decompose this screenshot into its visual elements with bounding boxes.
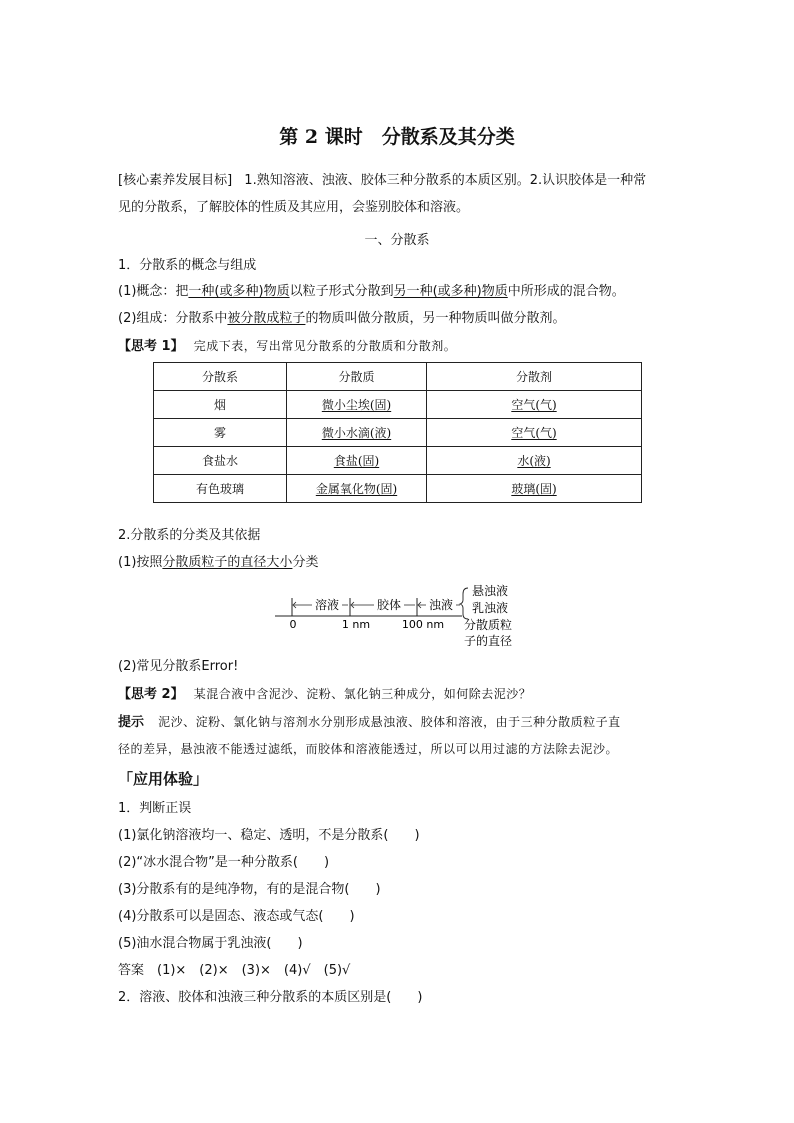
think2 <box>118 685 531 704</box>
comp-suffix: 的物质叫做分散质，另一种物质叫做分散剂。 <box>305 311 566 326</box>
think1-text: 完成下表，写出常见分散系的分散质和分散剂。 <box>193 339 457 353</box>
table-header-row <box>154 363 642 391</box>
table-row <box>154 419 642 447</box>
classify-basis: (1)按照分散质粒子的直径大小分类 <box>118 555 319 570</box>
hint-label: 提示 <box>118 715 145 730</box>
table-cell: 雾 <box>154 419 287 447</box>
answer-line: 答案 (1)× (2)× (3)× (4)√ (5)√ <box>118 963 351 978</box>
dispersion-table <box>153 362 642 503</box>
diagram-label: 浊液 <box>428 598 454 612</box>
section-heading: 一、分散系 <box>364 233 430 248</box>
table-header: 分散系 <box>154 363 287 391</box>
goals-line-1 <box>118 172 646 190</box>
think2-text: 某混合液中含泥沙、淀粉、氯化钠三种成分，如何除去泥沙？ <box>193 687 532 701</box>
list-item: (4)分散系可以是固态、液态或气态( ) <box>118 909 355 924</box>
def-underlined-2: 另一种(或多种)物质 <box>393 284 508 299</box>
comp-underlined: 被分散成粒子 <box>227 311 306 326</box>
page-title: 第 2 课时 分散系及其分类 <box>279 126 515 148</box>
table-cell: 烟 <box>154 391 287 419</box>
comp-prefix: (2)组成：分散系中 <box>118 311 228 326</box>
dispersion-diagram <box>270 582 530 650</box>
table-cell: 金属氧化物(固) <box>287 475 427 503</box>
think2-tag: 【思考 2】 <box>118 687 184 702</box>
table-row <box>154 475 642 503</box>
concept-heading: 1．分散系的概念与组成 <box>118 258 257 273</box>
list-item: (5)油水混合物属于乳浊液( ) <box>118 936 303 951</box>
list-item: (2)“冰水混合物”是一种分散系( ) <box>118 855 330 870</box>
diagram-axis-label: 子的直径 <box>464 634 513 648</box>
table-cell: 空气(气) <box>427 419 642 447</box>
think1-tag: 【思考 1】 <box>118 339 184 354</box>
apply-heading: 「应用体验」 <box>118 770 209 788</box>
table-cell: 有色玻璃 <box>154 475 287 503</box>
table-cell: 玻璃(固) <box>427 475 642 503</box>
table-cell: 食盐水 <box>154 447 287 475</box>
def-suffix: 中所形成的混合物。 <box>507 284 625 299</box>
hint-text-1: 泥沙、淀粉、氯化钠与溶剂水分别形成悬浊液、胶体和溶液，由于三种分散质粒子直 <box>158 715 621 729</box>
diagram-label: 胶体 <box>376 598 402 612</box>
diagram-sub-label: 乳浊液 <box>472 601 509 615</box>
goals-text-1: 1.熟知溶液、浊液、胶体三种分散系的本质区别。2.认识胶体是一种常 <box>244 173 647 188</box>
def-mid: 以粒子形式分散到 <box>289 284 394 299</box>
diagram-tick: 0 <box>289 618 297 631</box>
classify-heading: 2.分散系的分类及其依据 <box>118 528 261 543</box>
diagram-tick: 100 nm <box>401 618 445 631</box>
table-header: 分散质 <box>287 363 427 391</box>
table-cell: 微小水滴(液) <box>287 419 427 447</box>
def-underlined-1: 一种(或多种)物质 <box>188 284 290 299</box>
think1 <box>118 337 456 356</box>
diagram-label: 溶液 <box>314 598 340 612</box>
def-prefix: (1)概念：把 <box>118 284 189 299</box>
diagram-tick: 1 nm <box>341 618 371 631</box>
concept-composition <box>118 310 565 328</box>
goals-label: [核心素养发展目标] <box>118 173 233 188</box>
question-1: 1．判断正误 <box>118 801 192 816</box>
classify-underlined: 分散质粒子的直径大小 <box>162 555 293 570</box>
table-cell: 空气(气) <box>427 391 642 419</box>
goals-line-2: 见的分散系，了解胶体的性质及其应用，会鉴别胶体和溶液。 <box>118 200 470 215</box>
table-row <box>154 447 642 475</box>
concept-definition <box>118 283 625 301</box>
table-cell: 水(液) <box>427 447 642 475</box>
hint-line-1 <box>118 713 621 732</box>
list-item: (3)分散系有的是纯净物，有的是混合物( ) <box>118 882 381 897</box>
table-header: 分散剂 <box>427 363 642 391</box>
hint-line-2: 径的差异，悬浊液不能透过滤纸，而胶体和溶液能透过，所以可以用过滤的方法除去泥沙。 <box>118 742 619 756</box>
diagram-sub-label: 悬浊液 <box>472 584 509 598</box>
list-item: (1)氯化钠溶液均一、稳定、透明，不是分散系( ) <box>118 828 420 843</box>
table-cell: 微小尘埃(固) <box>287 391 427 419</box>
diagram-axis-label: 分散质粒 <box>464 618 513 632</box>
question-2: 2．溶液、胶体和浊液三种分散系的本质区别是( ) <box>118 990 423 1005</box>
common-systems: (2)常见分散系Error! <box>118 659 239 674</box>
table-cell: 食盐(固) <box>287 447 427 475</box>
table-row <box>154 391 642 419</box>
